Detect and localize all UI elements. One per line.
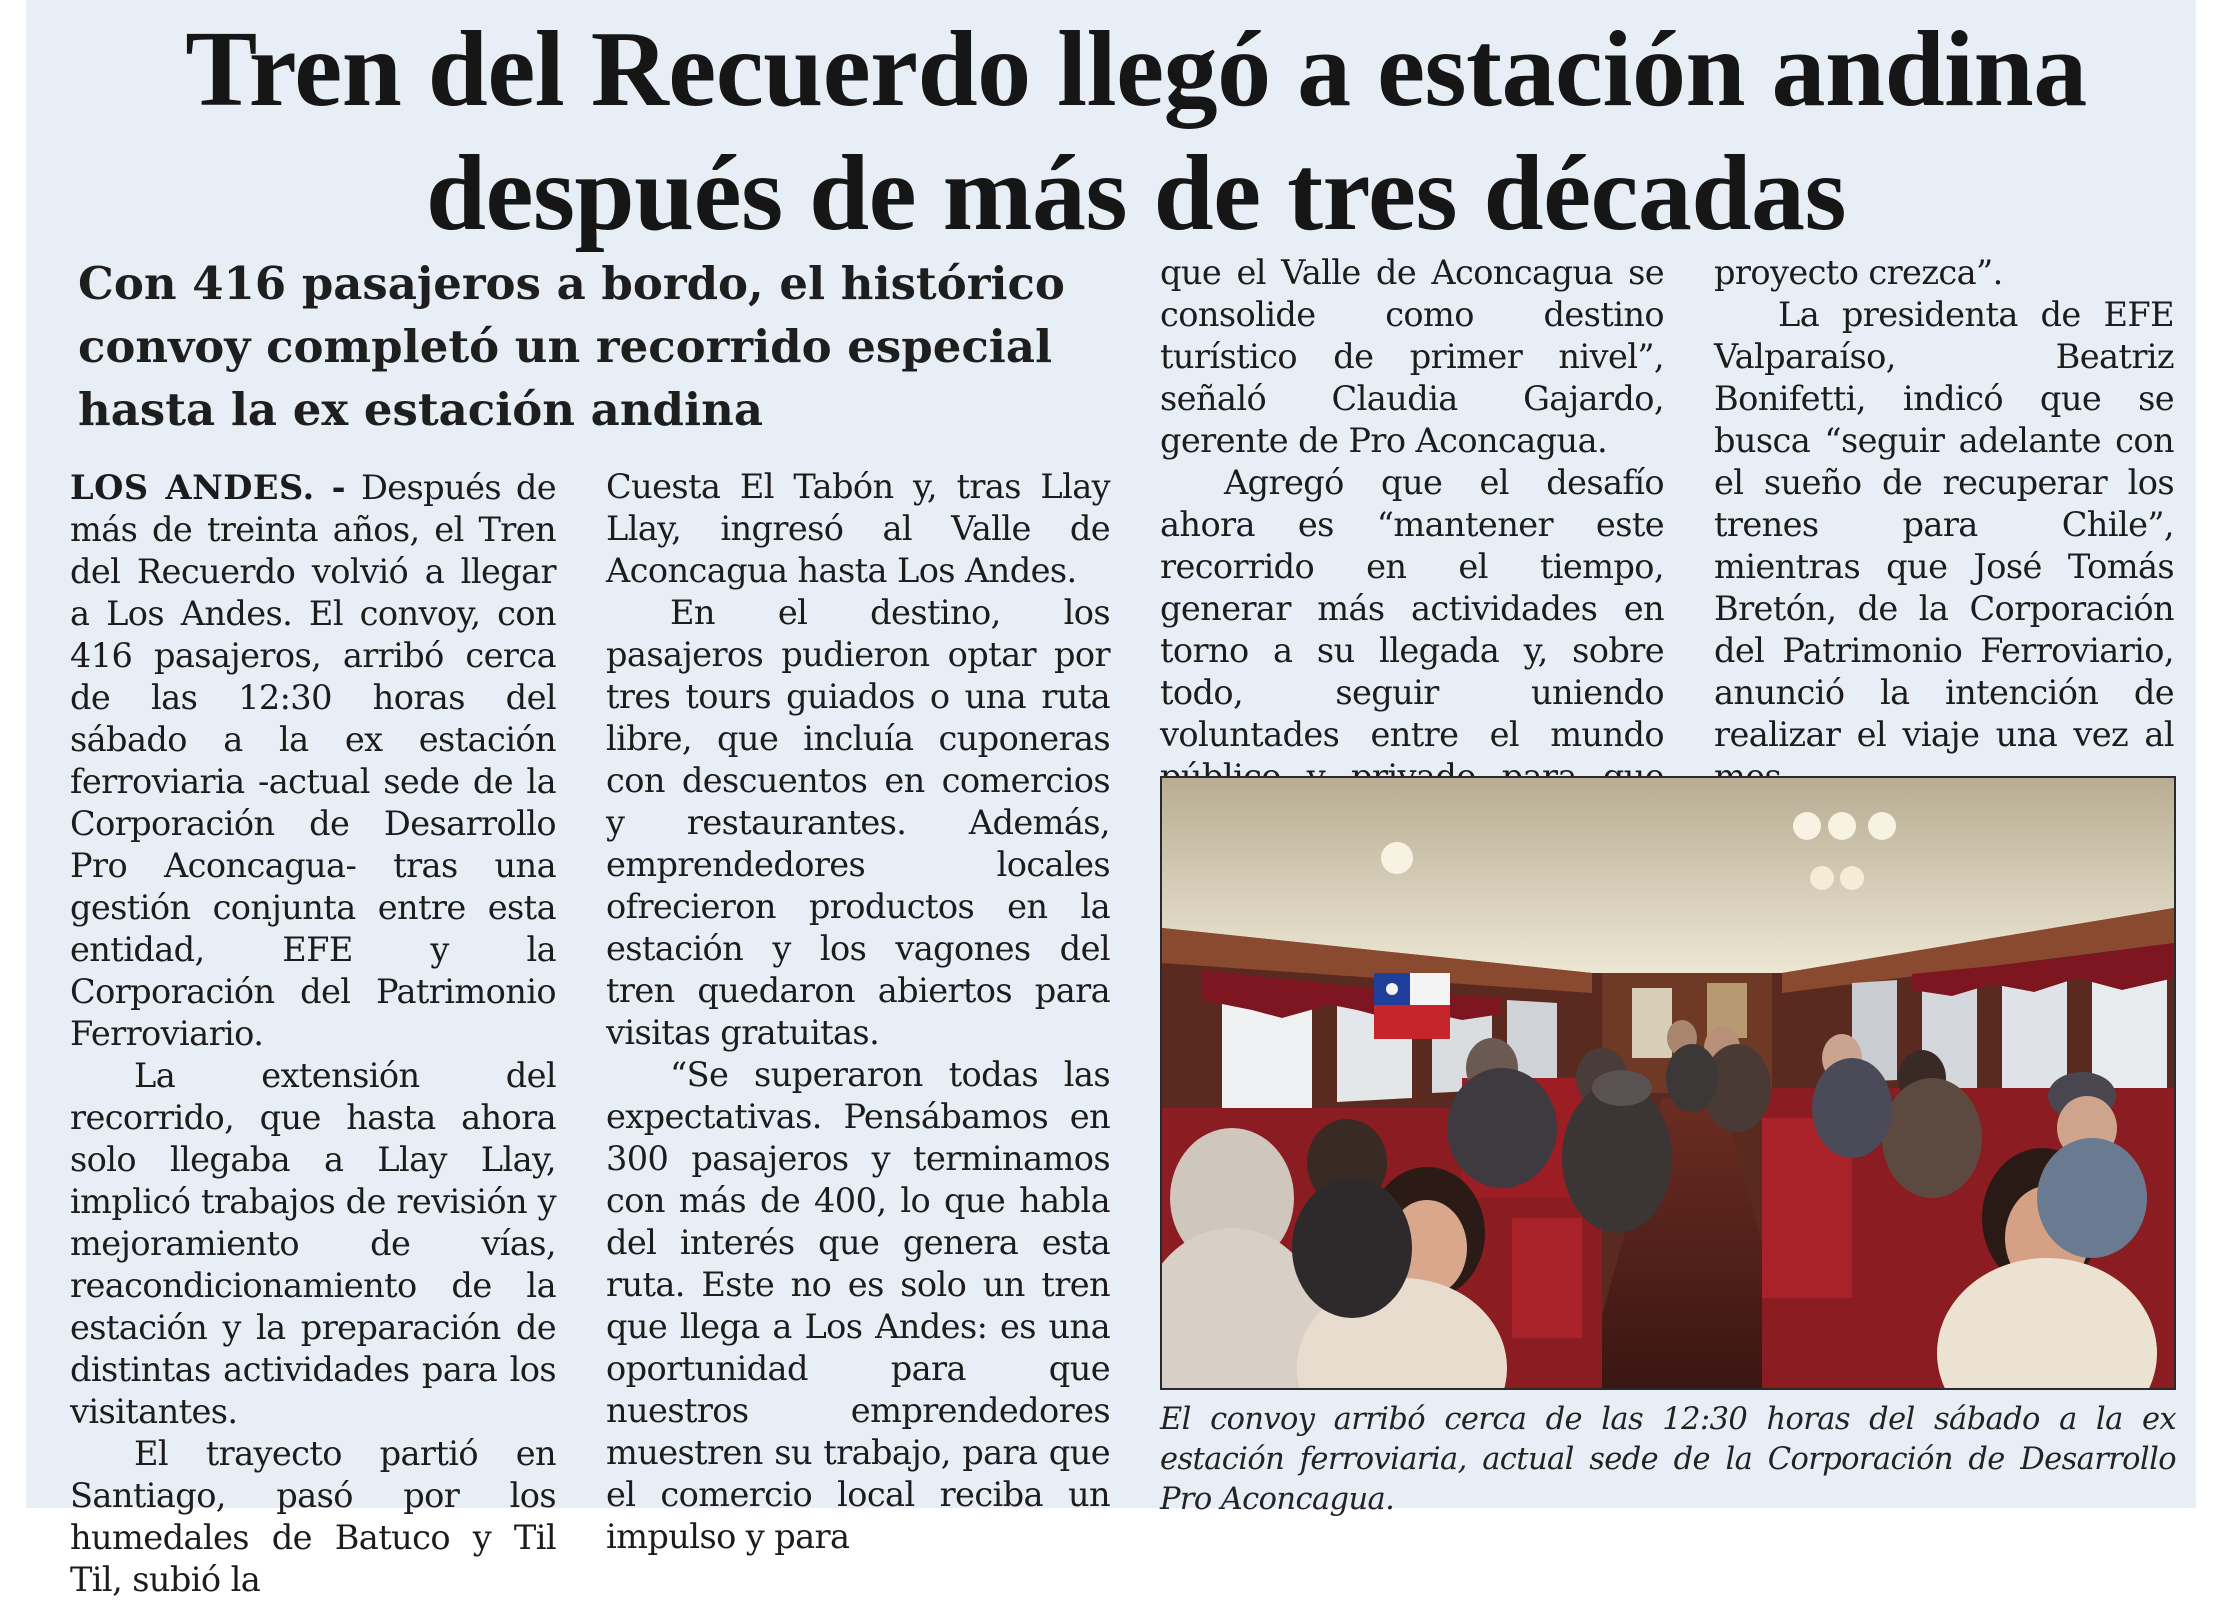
subheadline: Con 416 pasajeros a bordo, el histórico convoy completó un recorrido especial hasta la ex estación andina	[78, 257, 1065, 436]
paragraph-1	[70, 466, 556, 1055]
paragraph-7: La presidenta de EFE Valparaíso, Beatriz Bonifetti, indicó que se busca “seguir adelante con el sueño de recuperar los trenes para Chile”, mientras que José Tomás Bretón, de la Corporación del Patrimonio Ferroviario, anunció la intención de realizar el viaje una vez al	[1714, 295, 2174, 754]
paragraph-6-continued: proyecto crezca”.	[1714, 253, 2003, 292]
paragraph-5-continued: que el Valle de Aconcagua se consolide como destino turístico de primer nivel”, señaló Claudia Gajardo, gerente de Pro Aconcagua.	[1160, 253, 1664, 460]
paragraph-1-text: Después de más de treinta años, el Tren del Recuerdo volvió a llegar a Los Andes. El convoy, con 416 pasajeros, arribó cerca de las 12:30 horas del sábado a la ex estación ferroviaria -actual sede de la Corporación de Desarrollo Pro Aconcagua- tras una gestión conjunta entre esta entidad, EFE y la Corporación del Patrimonio Ferroviario.	[70, 468, 556, 1053]
train-interior-illustration	[1162, 778, 2174, 1388]
paragraph-3-continued: Cuesta El Tabón y, tras Llay Llay, ingresó al Valle de Aconcagua hasta Los Andes.	[606, 467, 1110, 590]
paragraph-3: El trayecto partió en Santiago, pasó por los humedales de Batuco y Til Til, subió la	[70, 1434, 556, 1599]
photo-caption: El convoy arribó cerca de las 12:30 horas del sábado a la ex estación ferroviaria, actual sede de la Corporación de Desarrollo Pro Aconcagua.	[1160, 1402, 2176, 1517]
paragraph-2: La extensión del recorrido, que hasta ahora solo llegaba a Llay Llay, implicó trabajos de revisión y mejoramiento de vías, reacondicionamiento de la estación y la preparación de distintas actividades para los visitantes.	[70, 1056, 556, 1431]
paragraph-6: Agregó que el desafío ahora es “mantener este recorrido en el tiempo, generar más actividades en torno a su llegada y, sobre todo, seguir uniendo voluntades entre el mundo	[1160, 463, 1664, 754]
article-column-4	[1714, 252, 2174, 798]
newspaper-page	[26, 0, 2196, 1599]
paragraph-4: En el destino, los pasajeros pudieron optar por tres tours guiados o una ruta libre, que incluía cuponeras con descuentos en comercios y restaurantes. Además, emprendedores locales ofrecieron productos en la estación y los vagones del tren quedaron abiertos para visitas gratuitas.	[606, 593, 1110, 1052]
headline: Tren del Recuerdo llegó a estación andina después de más de tres décadas	[185, 10, 2087, 253]
dateline: LOS ANDES. -	[70, 467, 347, 507]
paragraph-5: “Se superaron todas las expectativas. Pensábamos en 300 pasajeros y terminamos con más de 400, lo que habla del interés que genera esta ruta. Este no es solo un tren que llega a Los Andes: es una oportunidad para que nuestros emprendedores muestren su trabajo, para que el comercio local reciba un impulso y para	[606, 1055, 1110, 1556]
article-column-2	[606, 466, 1110, 1558]
article-column-1	[70, 466, 556, 1601]
article-column-3	[1160, 252, 1664, 840]
train-interior-photo	[1160, 776, 2176, 1390]
